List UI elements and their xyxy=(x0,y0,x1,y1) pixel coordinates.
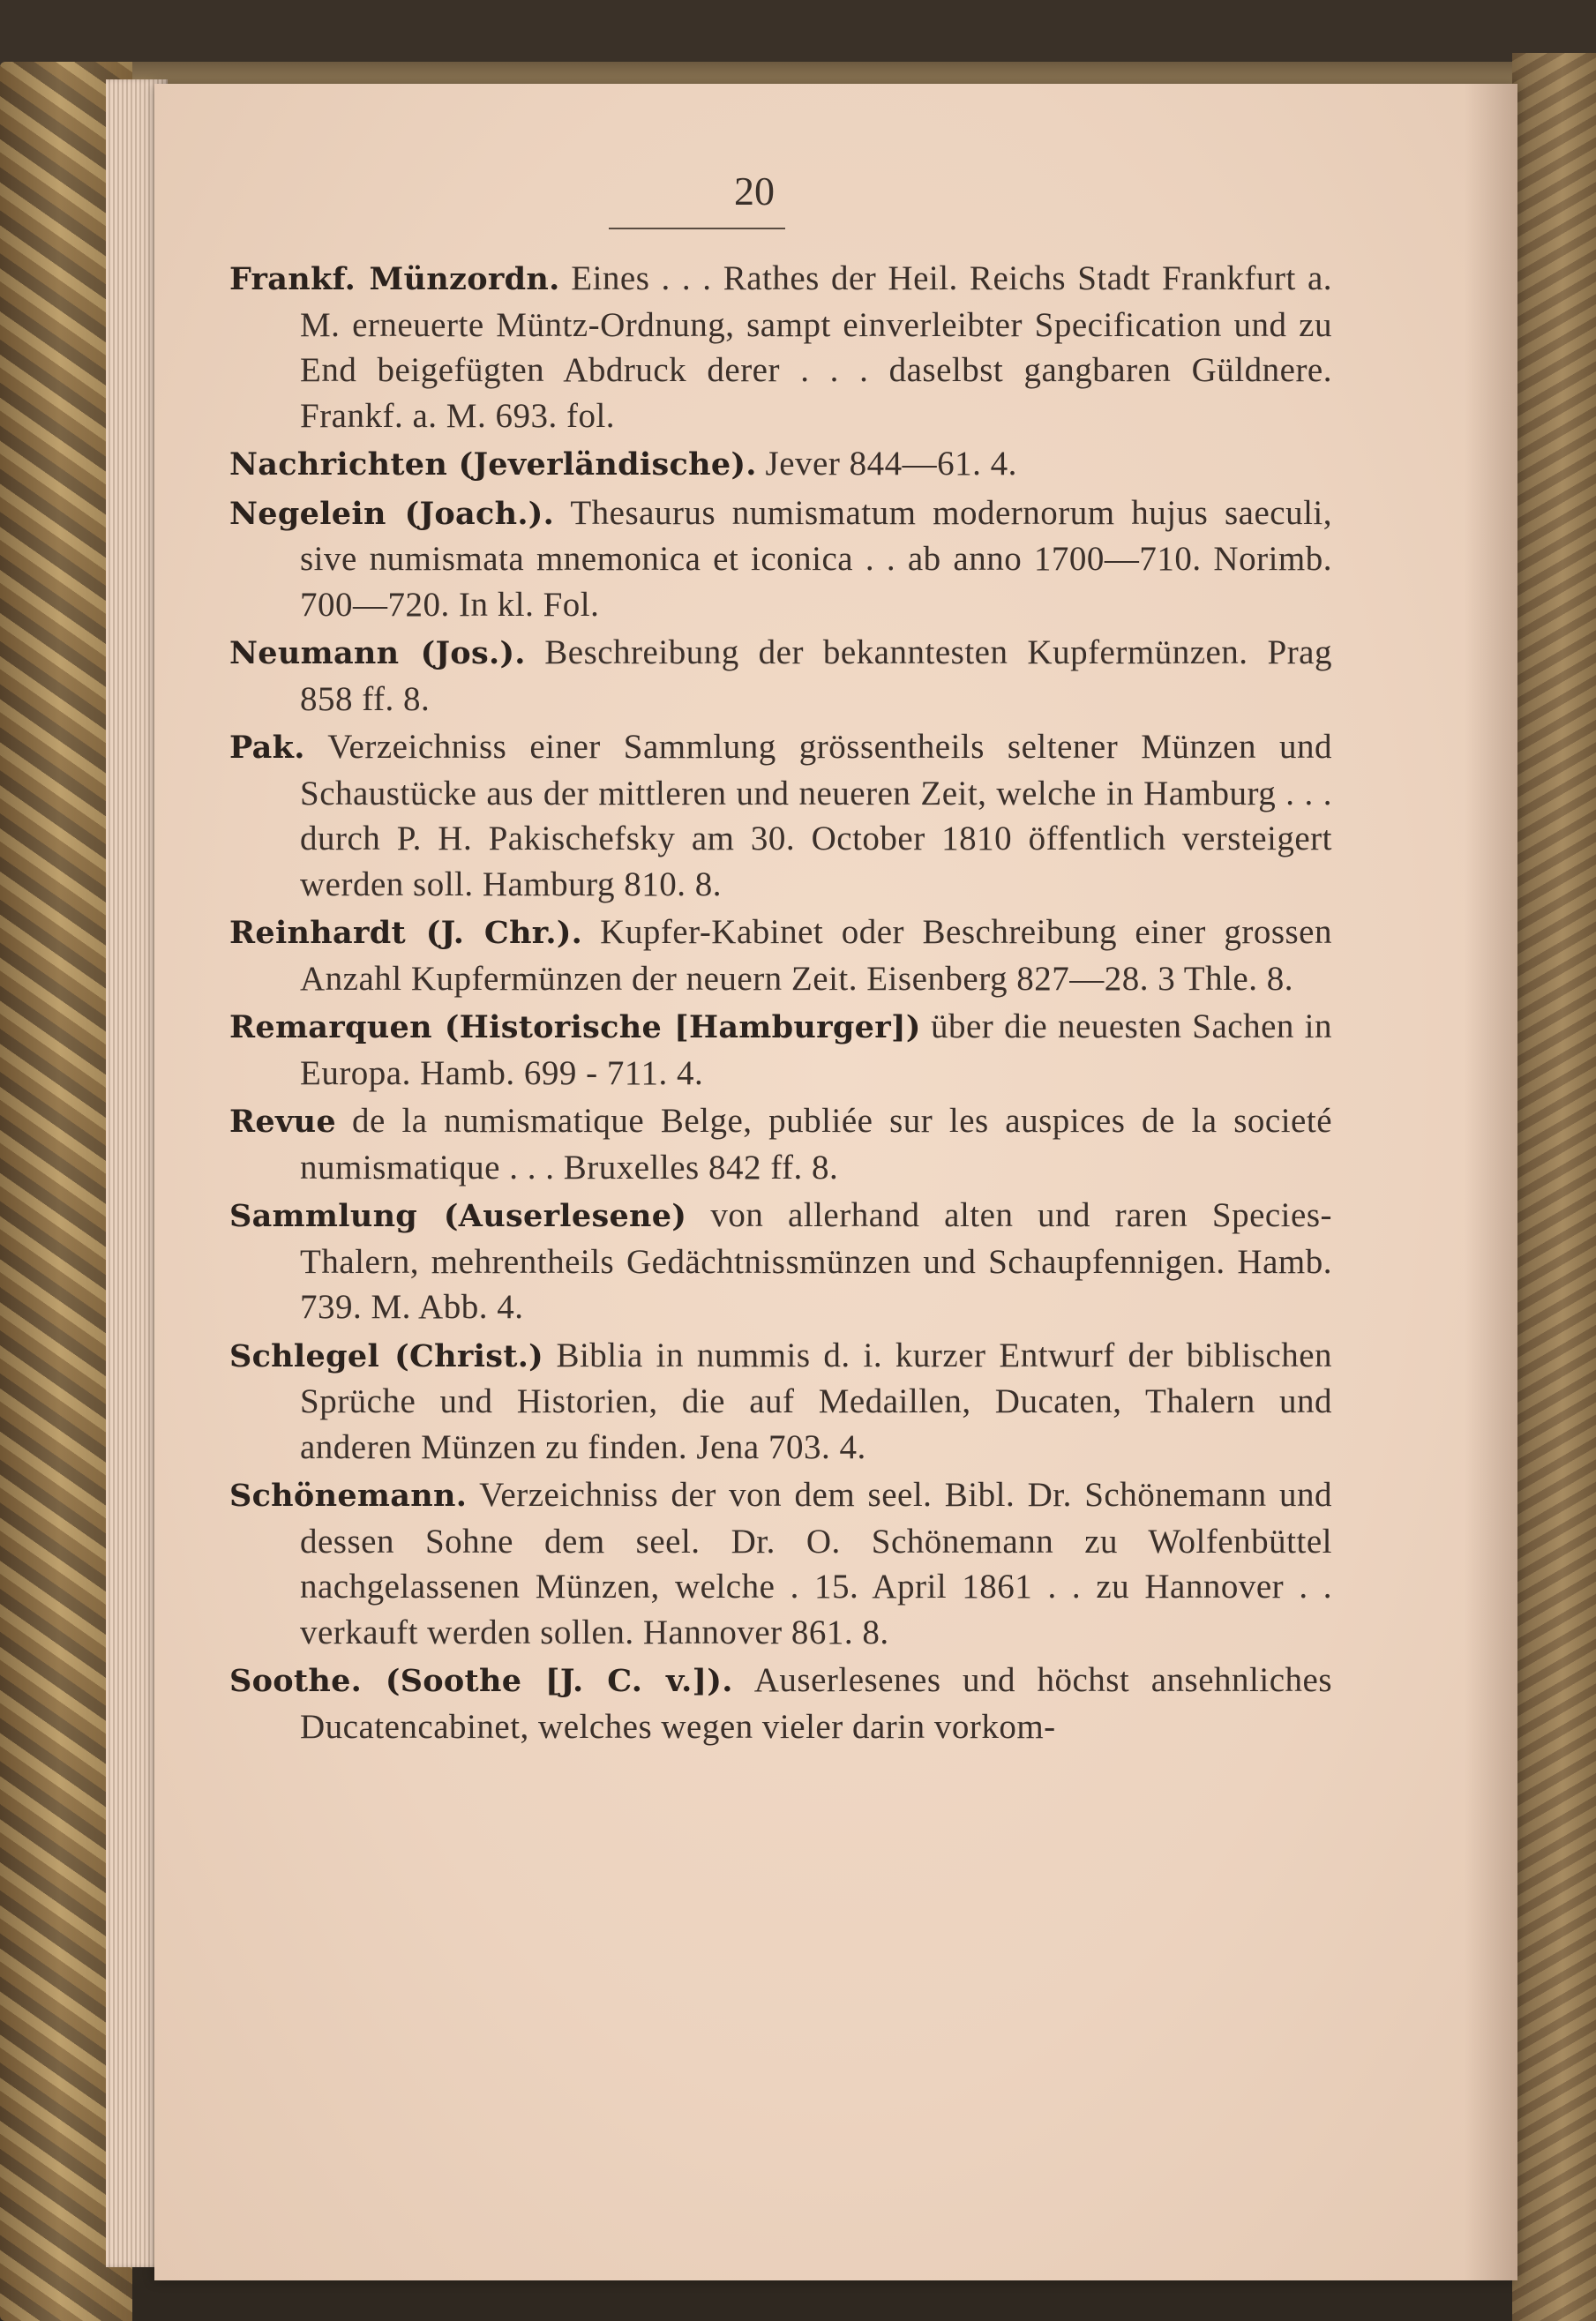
bibliography-entry xyxy=(229,1098,1332,1190)
bibliography-entry xyxy=(229,256,1332,438)
bibliography-entry xyxy=(229,1333,1332,1471)
bibliography-entry xyxy=(229,1004,1332,1096)
entry-heading: Nachrichten (Jeverländische). xyxy=(229,446,757,483)
entry-text: Biblia in nummis d. i. kurzer Entwurf der biblischen Sprüche und Historien, die auf Medaillen, Ducaten, Thalern und anderen Münzen zu finden. Jena 703. 4. xyxy=(300,1336,1333,1466)
bibliography-entry xyxy=(229,630,1332,722)
bibliography-entry xyxy=(229,910,1332,1001)
entry-heading: Sammlung (Auserlesene) xyxy=(229,1198,687,1234)
bibliography-entry xyxy=(229,441,1332,488)
entry-text: Verzeichniss einer Sammlung grössentheils seltener Münzen und Schaustücke aus der mittleren und neueren Zeit, welche in Hamburg . . . durch P. H. Pakischefsky am 30. October 1810 öffentlich versteigert werden soll. Hamburg 810. 8. xyxy=(300,728,1332,903)
bibliography-entry xyxy=(229,1193,1332,1330)
entry-text: von allerhand alten und raren Species-Thalern, mehrentheils Gedächtnissmünzen und Schaupfennigen. Hamb. 739. M. Abb. 4. xyxy=(300,1196,1332,1326)
book-cover-right-edge xyxy=(1512,53,1596,2321)
entry-text: über die neuesten Sachen in Europa. Hamb. 699 - 711. 4. xyxy=(300,1007,1333,1092)
entry-text: Verzeichniss der von dem seel. Bibl. Dr. Schönemann und dessen Sohne dem seel. Dr. O. Schönemann zu Wolfenbüttel nachgelassenen Münzen, welche . 15. April 1861 . . zu Hannover . . verkauft werden sollen. Hannover 861. 8. xyxy=(300,1476,1333,1651)
entry-heading: Frankf. Münzordn. xyxy=(229,261,560,297)
page-number: 20 xyxy=(734,168,775,213)
entry-text: Jever 844—61. 4. xyxy=(765,445,1017,483)
entry-text: Eines . . . Rathes der Heil. Reichs Stadt Frankfurt a. M. erneuerte Müntz-Ordnung, sampt einverleibter Specification und zu End beigefügten Abdruck derer . . . daselbst gangbaren Güldnere. Frankf. a. M. 693. fol. xyxy=(300,259,1333,435)
entry-heading: Remarquen (Historische [Hamburger]) xyxy=(229,1009,921,1045)
bibliography-entries xyxy=(229,256,1332,1752)
entry-text: de la numismatique Belge, publiée sur les auspices de la societé numismatique . . . Bruxelles 842 ff. 8. xyxy=(300,1102,1333,1187)
entry-text: Thesaurus numismatum modernorum hujus saeculi, sive numismata mnemonica et iconica . . ab anno 1700—710. Norimb. 700—720. In kl. Fol. xyxy=(300,493,1332,624)
entry-heading: Schönemann. xyxy=(229,1478,468,1514)
bibliography-entry xyxy=(229,490,1332,628)
entry-heading: Neumann (Jos.). xyxy=(229,635,526,671)
bibliography-entry xyxy=(229,1658,1332,1749)
gutter-shadow xyxy=(1465,84,1517,2280)
entry-heading: Schlegel (Christ.) xyxy=(229,1337,544,1374)
entry-heading: Revue xyxy=(229,1104,336,1140)
entry-text: Kupfer-Kabinet oder Beschreibung einer grossen Anzahl Kupfermünzen der neuern Zeit. Eisenberg 827—28. 3 Thle. 8. xyxy=(300,913,1332,998)
entry-heading: Soothe. (Soothe [J. C. v.]). xyxy=(229,1663,733,1699)
entry-heading: Pak. xyxy=(229,730,305,766)
header-rule xyxy=(609,228,785,229)
entry-text: Beschreibung der bekanntesten Kupfermünzen. Prag 858 ff. 8. xyxy=(300,633,1332,718)
bibliography-entry xyxy=(229,1472,1332,1655)
entry-heading: Reinhardt (J. Chr.). xyxy=(229,915,583,951)
bibliography-entry xyxy=(229,724,1332,907)
entry-text: Auserlesenes und höchst ansehnliches Ducatencabinet, welches wegen vieler darin vorkom- xyxy=(300,1661,1332,1746)
entry-heading: Negelein (Joach.). xyxy=(229,495,555,532)
